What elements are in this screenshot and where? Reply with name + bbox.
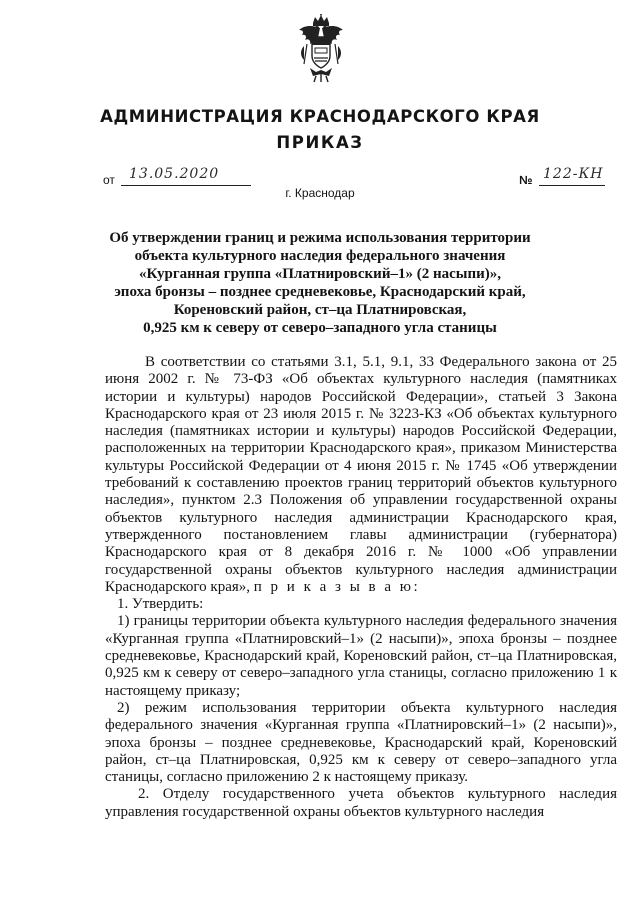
city: г. Краснодар	[285, 186, 355, 200]
subject-line: эпоха бронзы – позднее средневековье, Краснодарский край,	[114, 284, 526, 300]
subject-line: «Курганная группа «Платнировский–1» (2 насыпи)»,	[138, 266, 502, 282]
order-subject	[60, 229, 580, 337]
number-prefix: №	[519, 173, 533, 187]
document-type: ПРИКАЗ	[276, 133, 364, 152]
coat-of-arms-icon	[296, 14, 346, 84]
handwritten-number: 122-КН	[539, 166, 605, 186]
subject-line: объекта культурного наследия федерального значения	[134, 248, 506, 264]
point-1: 1. Утвердить:	[117, 596, 204, 613]
point-1-subitem-2: 2) режим использования территории объекта культурного наследия федерального значения «Курганная группа «Платнировский–1» (2 насыпи)», эпоха бронзы – позднее средневековье, Краснодарский край, Кореновский район, ст–ца Платнировская, 0,925 км к северу от северо–западного угла станицы, согласно приложению 2 к настоящему приказу.	[105, 699, 617, 786]
order-word: п р и к а з ы в а ю:	[253, 578, 421, 595]
subject-line: Кореновский район, ст–ца Платнировская,	[173, 302, 467, 318]
organization-title: АДМИНИСТРАЦИЯ КРАСНОДАРСКОГО КРАЯ	[100, 107, 540, 126]
point-2: 2. Отделу государственного учета объектов культурного наследия управления государственной охраны объектов культурного наследия	[105, 786, 617, 820]
point-1-subitem-1: 1) границы территории объекта культурного наследия федерального значения «Курганная группа «Платнировский–1» (2 насыпи)», эпоха бронзы – позднее средневековье, Краснодарский край, Кореновский район, ст–ца Платнировская, 0,925 км к северу от северо–западного угла станицы, согласно приложению 1 к настоящему приказу;	[105, 613, 617, 699]
date-prefix: от	[103, 173, 115, 187]
handwritten-date: 13.05.2020	[121, 166, 251, 186]
subject-line: 0,925 км к северу от северо–западного угла станицы	[143, 320, 497, 336]
preamble-text: В соответствии со статьями 3.1, 5.1, 9.1, 33 Федерального закона от 25 июня 2002 г. № 73-ФЗ «Об объектах культурного наследия (памятниках истории и культуры) народов Российской Федерации», статьей 3 Закона Краснодарского края от 23 июля 2015 г. № 3223-КЗ «Об объектах культурного наследия (памятниках истории и культуры) народов Российской Федерации, расположенных на территории Краснодарского края», приказом Министерства культуры Российской Федерации от 4 июня 2015 г. № 1745 «Об утверждении требований к составлению проектов границ территорий объектов культурного наследия», пунктом 2.3 Положения об управлении государственной охраны объектов культурного наследия администрации Краснодарского края, утвержденного постановлением главы администрации (губернатора) Краснодарского края от 8 декабря 2016 г. № 1000 «Об управлении государственной охраны объектов культурного наследия администрации Краснодарского края»,	[105, 354, 617, 595]
subject-line: Об утверждении границ и режима использования территории	[109, 230, 531, 246]
order-body	[105, 354, 617, 821]
preamble-paragraph	[105, 354, 617, 596]
